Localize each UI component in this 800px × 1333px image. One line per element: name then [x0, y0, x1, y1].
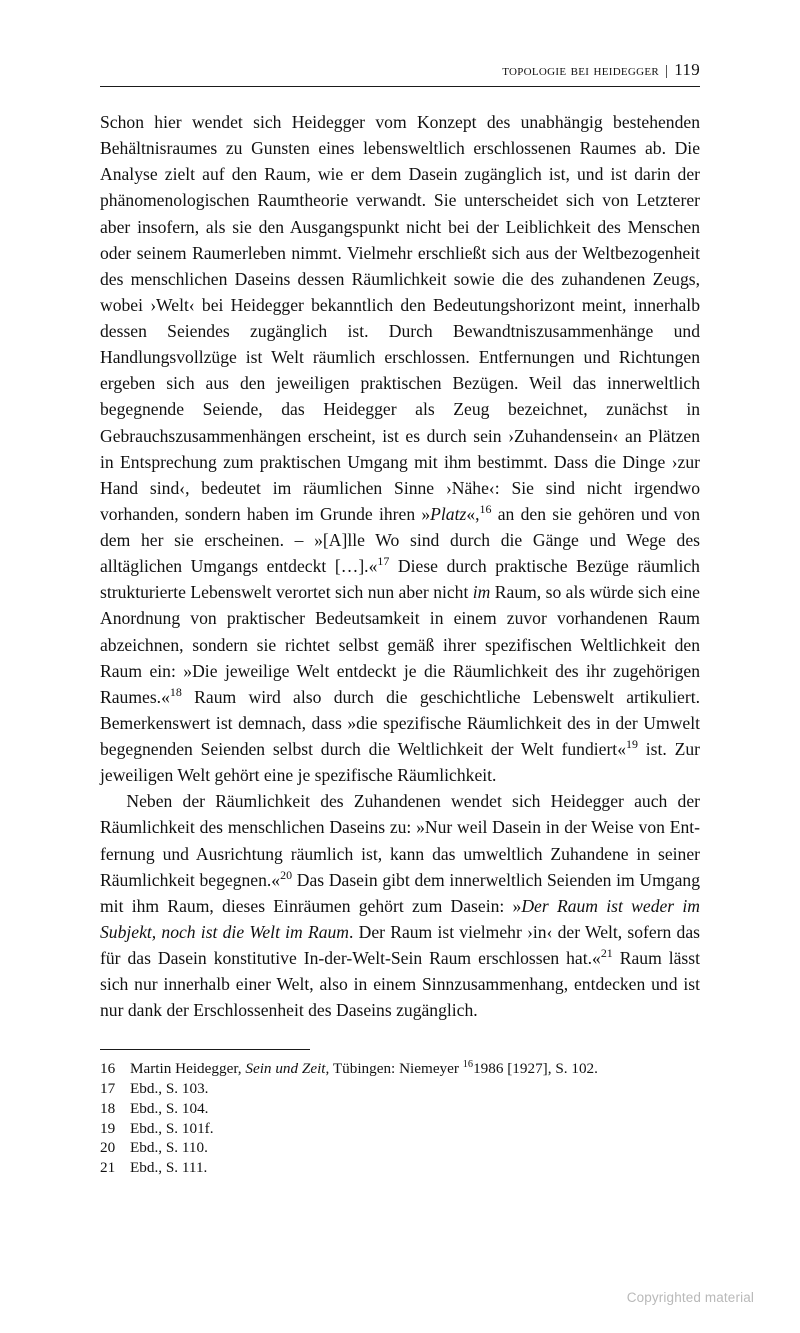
footnote-text-segment-3: 1986 [1927], S. 102.	[473, 1060, 598, 1078]
paragraph-2	[100, 788, 700, 1023]
footnote-section	[100, 1049, 700, 1178]
paragraph-1-segment-6: Raum wird also durch die geschichtliche Lebenswelt artikuliert. Bemerkenswert ist demnach, dass »die spezifische Räumlichkeit des in der Umwelt begegnenden Seienden selbst durch die Weltlichkeit der Welt fundiert«	[100, 686, 700, 759]
footnote-text: Ebd., S. 103.	[130, 1080, 209, 1098]
footnote-text: Ebd., S. 110.	[130, 1139, 208, 1157]
paragraph-1-segment-7: ist. Zur jeweiligen Welt gehört eine je spezifische Räumlichkeit.	[100, 739, 700, 786]
footnote-text: Ebd., S. 111.	[130, 1159, 208, 1177]
footnote-number: 19	[100, 1119, 116, 1137]
paragraph-1-italic-1: Platz	[430, 503, 467, 524]
footnote-number: 18	[100, 1099, 116, 1117]
paragraph-1	[100, 109, 700, 788]
footnote-item	[100, 1079, 700, 1099]
footnote-number: 21	[100, 1159, 116, 1177]
copyright-watermark: Copyrighted material	[626, 1290, 754, 1305]
body-text	[100, 109, 700, 1023]
footnote-item	[100, 1099, 700, 1119]
footnote-item	[100, 1158, 700, 1178]
paragraph-2-segment-3: . Der Raum ist vielmehr ›in‹ der Welt, sofern das für das Dasein konstitutive In-der-Welt-Sein Raum erschlossen hat.«	[100, 921, 701, 968]
footnote-ref-16[interactable]: 16	[479, 502, 492, 517]
footnote-number: 16	[100, 1060, 116, 1078]
page-number: 119	[674, 60, 700, 79]
footnote-separator-rule	[100, 1049, 310, 1050]
footnote-ref-20[interactable]: 20	[280, 867, 293, 882]
paragraph-2-segment-2: Das Dasein gibt dem innerweltlich Seienden im Umgang mit ihm Raum, dieses Einräumen gehört zum Dasein: »	[100, 869, 701, 916]
paragraph-2-segment-1: Neben der Räumlichkeit des Zuhandenen wendet sich Heidegger auch der Räumlichkeit des menschlichen Daseins zu: »Nur weil Dasein in der Weise von Ent-fernung und Ausrichtung räumlich ist, kann das umweltlich Zuhandene in seiner Räumlichkeit begegnen.«	[100, 791, 700, 890]
footnote-text-segment-1: Martin Heidegger,	[130, 1060, 246, 1078]
running-head-title: topologie bei heidegger	[502, 62, 660, 79]
running-head-separator: |	[665, 63, 669, 79]
paragraph-1-segment-5: Raum, so als würde sich eine Anordnung von praktischer Bedeutsamkeit in einem zuvor vorhandenen Raum abzeichnen, sondern sie richtet selbst gemäß ihrer spezifischen Weltlichkeit den Raum ein: »Die jeweilige Welt entdeckt je die Räumlichkeit des ihr zugehörigen Raumes.«	[100, 582, 700, 707]
footnote-ref-17[interactable]: 17	[377, 554, 390, 569]
paragraph-1-segment-1: Schon hier wendet sich Heidegger vom Konzept des unabhängig bestehenden Behältnisraumes zu Gunsten eines lebensweltlich erschlossenen Raumes ab. Die Analyse zielt auf den Raum, wie er dem Dasein zugänglich ist, und ist darin der phänomenologischen Raumtheorie verwandt. Sie unterscheidet sich von Letzterer aber insofern, als sie den Ausgangspunkt nicht bei der Leiblichkeit des Menschen oder seinem Raumerleben nimmt. Vielmehr erschließt sich aus der Weltbezogenheit des menschlichen Daseins dessen Räumlichkeit sowie die des zuhandenen Zeugs, wobei ›Welt‹ bei Heidegger bekanntlich den Bedeutungshorizont meint, innerhalb dessen Seiendes zugänglich ist. Durch Bewandtniszusammenhänge und Handlungsvollzüge ist Welt räumlich erschlossen. Entfernungen und Richtungen ergeben sich aus den jeweiligen praktischen Bezügen. Weil das innerweltlich begegnende Seiende, das Heidegger als Zeug bezeichnet, zunächst in Gebrauchszusammenhängen erscheint, ist es durch sein ›Zuhandensein‹ an Plätzen in Entsprechung zum praktischen Umgang mit ihm bestimmt. Dass die Dinge ›zur Hand sind‹, bedeutet im räumlichen Sinne ›Nähe‹: Sie sind nicht irgendwo vorhanden, sondern haben im Grunde ihren »	[100, 112, 700, 524]
running-head	[100, 60, 700, 87]
paragraph-1-segment-4: Diese durch praktische Bezüge räumlich strukturierte Lebenswelt verortet sich nun aber nicht	[100, 556, 700, 603]
paragraph-1-segment-3: an den sie gehören und von dem her sie erscheinen. – »[A]lle Wo sind durch die Gänge und Wege des alltäglichen Umgangs entdeckt […].«	[100, 503, 701, 577]
edition-superscript: 16	[462, 1059, 474, 1071]
paragraph-2-italic-1: Der Raum ist weder im Subjekt, noch ist die Welt im Raum	[100, 895, 701, 942]
footnote-item	[100, 1138, 700, 1158]
footnote-ref-21[interactable]: 21	[600, 946, 613, 961]
footnote-number: 20	[100, 1139, 116, 1157]
paragraph-1-italic-2: im	[472, 582, 491, 603]
paragraph-1-segment-2: «,	[466, 503, 480, 524]
footnote-text	[130, 1059, 700, 1079]
footnote-title-italic: Sein und Zeit	[245, 1060, 326, 1078]
footnote-text: Ebd., S. 101f.	[130, 1119, 214, 1137]
footnote-ref-18[interactable]: 18	[169, 684, 182, 699]
page-content	[100, 60, 700, 1178]
footnote-number: 17	[100, 1080, 116, 1098]
footnote-item	[100, 1119, 700, 1139]
paragraph-2-segment-4: Raum lässt sich nur innerhalb einer Welt, also in einem Sinnzusammenhang, entdecken und ist nur dank der Erschlossenheit des Daseins zugänglich.	[100, 948, 700, 1021]
footnote-ref-19[interactable]: 19	[626, 737, 638, 752]
footnote-item	[100, 1059, 700, 1079]
footnote-text-segment-2: , Tübingen: Niemeyer	[325, 1060, 463, 1078]
footnote-text: Ebd., S. 104.	[130, 1099, 209, 1117]
